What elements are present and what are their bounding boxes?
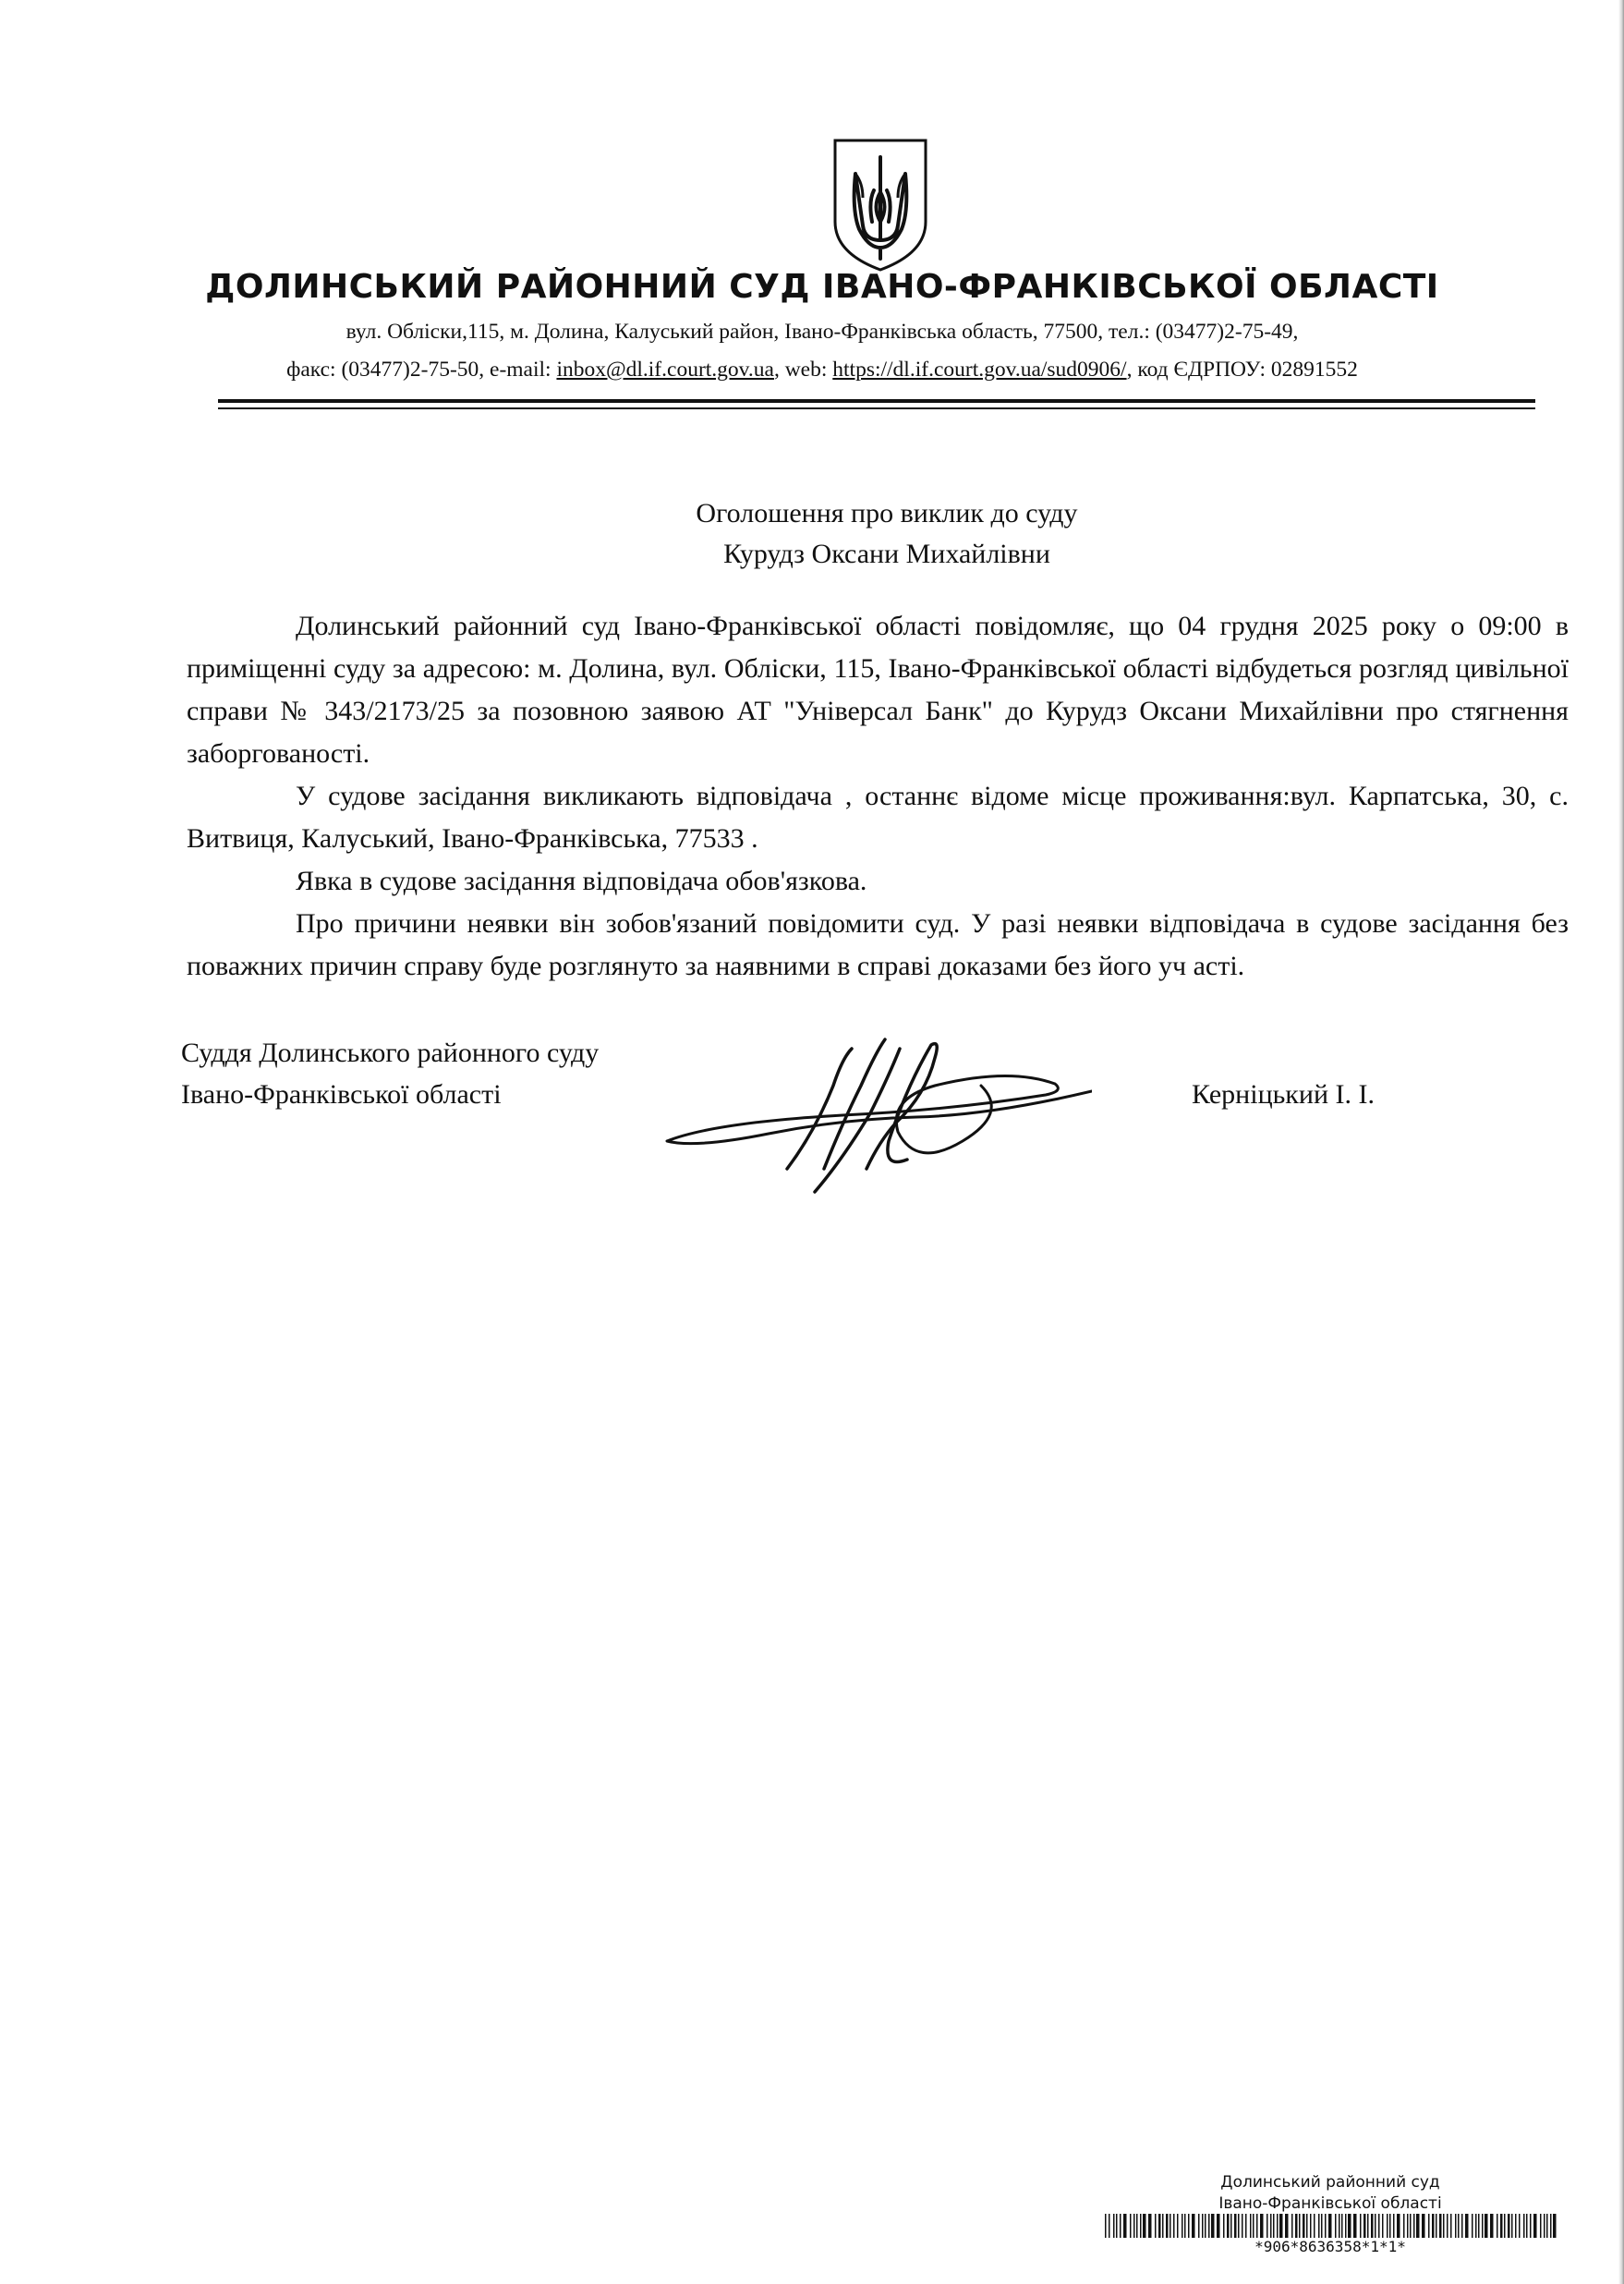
barcode-bar: [1279, 2214, 1283, 2238]
barcode-bar: [1497, 2214, 1498, 2238]
judge-position-line2: Івано-Франківської області: [181, 1079, 502, 1110]
barcode-bar: [1371, 2214, 1374, 2238]
barcode-bar: [1205, 2214, 1206, 2238]
barcode-bar: [1227, 2214, 1230, 2238]
barcode-bar: [1299, 2214, 1301, 2238]
barcode-bar: [1422, 2214, 1425, 2238]
header-divider-thick: [218, 399, 1535, 403]
barcode-bar: [1321, 2214, 1323, 2238]
barcode-bar: [1436, 2214, 1437, 2238]
barcode-bar: [1166, 2214, 1169, 2238]
email-link[interactable]: inbox@dl.if.court.gov.ua: [556, 358, 774, 382]
barcode-bar: [1523, 2214, 1525, 2238]
barcode-bar: [1546, 2214, 1548, 2238]
court-contacts: [139, 358, 1506, 383]
notice-body: [187, 605, 1569, 988]
barcode-bar: [1389, 2214, 1391, 2238]
barcode-bar: [1472, 2214, 1473, 2238]
barcode-bar: [1318, 2214, 1320, 2238]
paragraph-hearing: Долинський районний суд Івано-Франківської області повідомляє, що 04 грудня 2025 року о 09:00 в приміщенні суду за адресою: м. Долина, вул. Обліски, 115, Івано-Франківської області відбудеться розгляд цивільної справи № 343/2173/25 за позовною заявою АТ "Універсал Банк" до Курудз Оксани Михайлівни про стягнення заборгованості.: [187, 611, 1569, 769]
barcode-bar: [1511, 2214, 1513, 2238]
barcode-bar: [1192, 2214, 1195, 2238]
barcode-bar: [1133, 2214, 1135, 2238]
barcode-bar: [1217, 2214, 1220, 2238]
barcode-bar: [1120, 2214, 1121, 2238]
barcode-bar: [1230, 2214, 1232, 2238]
barcode-bar: [1530, 2214, 1532, 2238]
barcode-bar: [1403, 2214, 1405, 2238]
notice-title-block: [185, 493, 1589, 575]
barcode-bar: [1428, 2214, 1430, 2238]
barcode-bar: [1461, 2214, 1463, 2238]
barcode-bar: [1407, 2214, 1409, 2238]
barcode-bar: [1143, 2214, 1146, 2238]
barcode-bar: [1475, 2214, 1477, 2238]
barcode-bar: [1250, 2214, 1252, 2238]
barcode-bar: [1515, 2214, 1517, 2238]
barcode-bar: [1277, 2214, 1279, 2238]
barcode-bar: [1328, 2214, 1332, 2238]
barcode-bar: [1341, 2214, 1343, 2238]
paragraph-attendance: Явка в судове засідання відповідача обов'язкова.: [296, 866, 867, 896]
barcode-bar: [1345, 2214, 1347, 2238]
court-name: ДОЛИНСЬКИЙ РАЙОННИЙ СУД ІВАНО-ФРАНКІВСЬКОЇ ОБЛАСТІ: [205, 268, 1439, 306]
barcode-bar: [1540, 2214, 1542, 2238]
barcode-bar: [1123, 2214, 1127, 2238]
scan-edge: [1618, 0, 1624, 2284]
barcode-bar: [1266, 2214, 1268, 2238]
barcode-bar: [1162, 2214, 1164, 2238]
barcode-bar: [1353, 2214, 1357, 2238]
barcode-bar: [1306, 2214, 1308, 2238]
barcode-bar: [1130, 2214, 1132, 2238]
judge-position-line1: Суддя Долинського районного суду: [181, 1038, 600, 1068]
notice-title: Оголошення про виклик до суду: [696, 498, 1078, 528]
barcode-bar: [1339, 2214, 1340, 2238]
judge-position: [181, 1032, 599, 1115]
web-link[interactable]: https://dl.if.court.gov.ua/sud0906/: [832, 358, 1127, 382]
barcode-bar: [1413, 2214, 1415, 2238]
barcode-bar: [1270, 2214, 1272, 2238]
barcode-bar: [1256, 2214, 1258, 2238]
barcode-bar: [1363, 2214, 1366, 2238]
barcode-bar: [1553, 2214, 1557, 2238]
barcode-bar: [1504, 2214, 1506, 2238]
barcode-bar: [1490, 2214, 1494, 2238]
barcode-bar: [1291, 2214, 1293, 2238]
barcode-bar: [1116, 2214, 1118, 2238]
barcode-bar: [1335, 2214, 1337, 2238]
barcode-bar: [1455, 2214, 1457, 2238]
barcode-bar: [1223, 2214, 1225, 2238]
barcode-bar: [1295, 2214, 1298, 2238]
barcode-bar: [1234, 2214, 1237, 2238]
barcode-bar: [1109, 2214, 1110, 2238]
barcode-bar: [1113, 2214, 1115, 2238]
barcode-bar: [1140, 2214, 1142, 2238]
notice-subtitle: Курудз Оксани Михайлівни: [723, 539, 1050, 569]
barcode-bar: [1182, 2214, 1183, 2238]
barcode-bar: [1550, 2214, 1552, 2238]
barcode-bar: [1382, 2214, 1384, 2238]
barcode-bar: [1211, 2214, 1215, 2238]
barcode-bar: [1184, 2214, 1186, 2238]
barcode-bar: [1432, 2214, 1435, 2238]
barcode-bar: [1177, 2214, 1179, 2238]
coat-of-arms-icon: [831, 137, 929, 273]
paragraph-absence: Про причини неявки він зобов'язаний повідомити суд. У разі неявки відповідача в судове засідання без поважних причин справу буде розглянуто за наявними в справі доказами без його уч асті.: [187, 908, 1569, 981]
barcode-bar: [1478, 2214, 1480, 2238]
barcode-bar: [1375, 2214, 1376, 2238]
stamp-court-line2: Івано-Франківської області: [1218, 2194, 1442, 2213]
barcode-bar: [1310, 2214, 1312, 2238]
barcode-bar: [1378, 2214, 1380, 2238]
barcode-bar: [1482, 2214, 1484, 2238]
barcode-bar: [1202, 2214, 1204, 2238]
barcode-bar: [1393, 2214, 1395, 2238]
barcode-bar: [1387, 2214, 1388, 2238]
barcode-bar: [1208, 2214, 1210, 2238]
barcode-bar: [1439, 2214, 1442, 2238]
barcode-bar: [1198, 2214, 1200, 2238]
barcode-bar: [1188, 2214, 1190, 2238]
barcode-bar: [1170, 2214, 1171, 2238]
barcode-bar: [1416, 2214, 1420, 2238]
barcode-number: *906*8636358*1*1*: [1254, 2238, 1406, 2255]
barcode-bar: [1155, 2214, 1157, 2238]
barcode-bar: [1260, 2214, 1264, 2238]
paragraph-summons: У судове засідання викликають відповідача , останнє відоме місце проживання:вул. Карпатська, 30, с. Витвиця, Калуський, Івано-Франківська, 77533 .: [187, 781, 1569, 854]
barcode-bar: [1443, 2214, 1445, 2238]
barcode-bar: [1519, 2214, 1521, 2238]
barcode-bar: [1273, 2214, 1275, 2238]
barcode-bar: [1544, 2214, 1545, 2238]
edrpou-code: , код ЄДРПОУ: 02891552: [1126, 358, 1358, 382]
barcode-bar: [1508, 2214, 1510, 2238]
web-label: , web:: [773, 358, 828, 382]
barcode-bar: [1410, 2214, 1412, 2238]
barcode-bar: [1348, 2214, 1351, 2238]
barcode-bar: [1303, 2214, 1305, 2238]
barcode-bar: [1253, 2214, 1254, 2238]
barcode-bar: [1158, 2214, 1161, 2238]
barcode-bar: [1173, 2214, 1175, 2238]
barcode-bar: [1238, 2214, 1240, 2238]
barcode-bar: [1465, 2214, 1469, 2238]
court-address: вул. Обліски,115, м. Долина, Калуський район, Івано-Франківська область, 77500, тел.: (03477)2-75-49,: [345, 320, 1299, 344]
header-divider-thin: [218, 407, 1535, 409]
barcode-bar: [1526, 2214, 1528, 2238]
barcode-bar: [1533, 2214, 1537, 2238]
stamp-court-line1: Долинський районний суд: [1220, 2173, 1440, 2192]
barcode-bar: [1245, 2214, 1247, 2238]
barcode-bar: [1367, 2214, 1369, 2238]
barcode-bar: [1485, 2214, 1488, 2238]
barcode-bar: [1397, 2214, 1400, 2238]
handwritten-signature: [658, 1030, 1092, 1197]
barcode-bar: [1105, 2214, 1107, 2238]
fax-label: факс: (03477)2-75-50, e-mail:: [286, 358, 551, 382]
barcode-bar: [1242, 2214, 1243, 2238]
barcode-bar: [1360, 2214, 1362, 2238]
barcode-bar: [1500, 2214, 1503, 2238]
barcode-bar: [1450, 2214, 1452, 2238]
barcode-bar: [1136, 2214, 1138, 2238]
barcode-bar: [1314, 2214, 1315, 2238]
barcode-bar: [1325, 2214, 1327, 2238]
barcode-bar: [1447, 2214, 1448, 2238]
barcode-bar: [1148, 2214, 1152, 2238]
barcode-bar: [1285, 2214, 1289, 2238]
barcode-bar: [1458, 2214, 1460, 2238]
barcode: [1105, 2214, 1561, 2238]
judge-name: Керніцький І. І.: [1192, 1079, 1375, 1110]
